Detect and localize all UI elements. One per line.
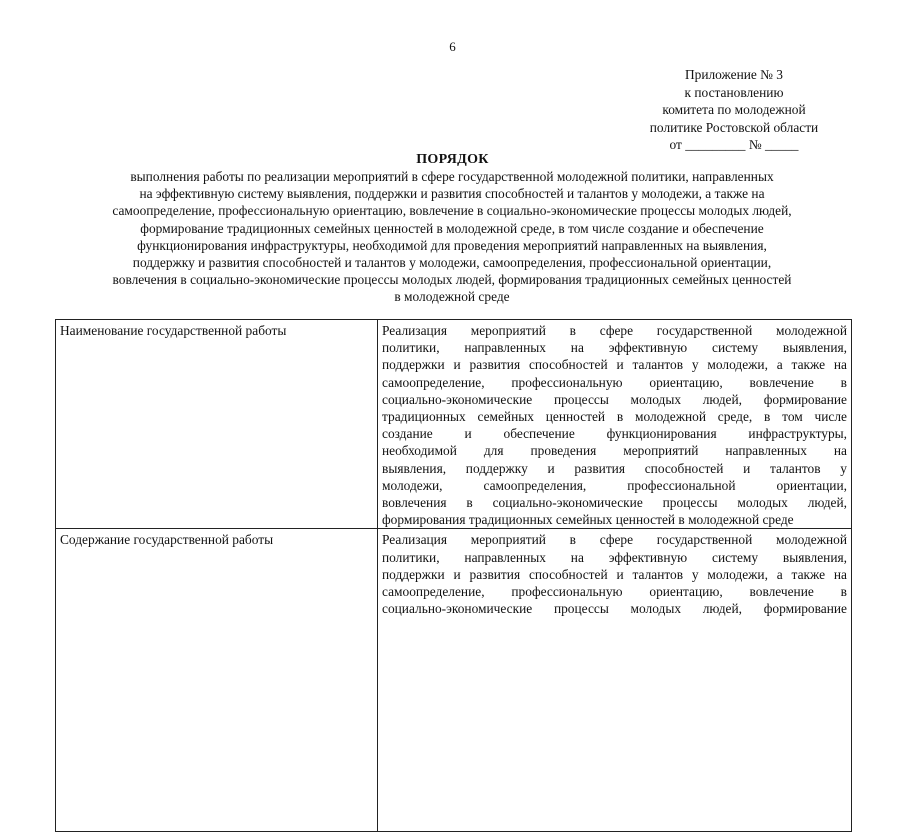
approval-line: Приложение № 3 — [684, 67, 784, 82]
value-line: социально-экономические процессы молодых людей, формирование — [382, 601, 847, 617]
value-line: формирования традиционных семейных ценностей в молодежной среде — [382, 512, 794, 528]
subtitle-line: выполнения работы по реализации мероприятий в сфере государственной молодежной политики, направленных — [130, 169, 774, 184]
subtitle-line: самоопределение, профессиональную ориентацию, вовлечение в социально-экономические процессы молодых людей, — [112, 203, 792, 219]
subtitle-line: формирование традиционных семейных ценностей в молодежной среде, в том числе создание и обеспечение — [140, 220, 764, 236]
work-name-value — [378, 320, 852, 529]
value-line: создание и обеспечение функционирования инфраструктуры, — [382, 426, 847, 442]
value-line: самоопределение, профессиональную ориентацию, вовлечение в — [382, 584, 847, 600]
document-title: ПОРЯДОК — [416, 152, 489, 167]
value-line: самоопределение, профессиональную ориентацию, вовлечение в — [382, 374, 847, 390]
approval-line: политике Ростовской области — [649, 119, 819, 135]
work-content-label: Содержание государственной работы — [56, 529, 378, 832]
work-name-label: Наименование государственной работы — [56, 320, 378, 529]
value-line: Реализация мероприятий в сфере государственной молодежной — [382, 532, 847, 548]
work-table — [55, 319, 852, 832]
approval-block — [596, 66, 872, 154]
subtitle-line: в молодежной среде — [394, 289, 510, 305]
work-content-value — [378, 529, 852, 832]
table-row — [56, 529, 852, 832]
table-row — [56, 320, 852, 529]
value-line: вовлечения в социально-экономические процессы молодых людей, — [382, 495, 847, 511]
value-line: Реализация мероприятий в сфере государственной молодежной — [382, 323, 847, 338]
value-line: традиционных семейных ценностей в молодежной среде, в том числе — [382, 409, 847, 425]
page-number: 6 — [449, 39, 456, 54]
value-line: политики, направленных на эффективную систему выявления, — [382, 340, 847, 356]
value-line: выявления, поддержку и развития способностей и талантов у — [382, 460, 847, 476]
approval-line: к постановлению — [684, 84, 784, 100]
approval-line: комитета по молодежной — [662, 102, 806, 117]
value-line: социально-экономические процессы молодых людей, формирование — [382, 391, 847, 407]
subtitle-line: функционирования инфраструктуры, необходимой для проведения мероприятий направленных на выявления, — [137, 237, 767, 253]
subtitle-line: на эффективную систему выявления, поддержки и развития способностей и талантов у молодежи, а также на — [139, 186, 765, 202]
value-line: политики, направленных на эффективную систему выявления, — [382, 549, 847, 565]
approval-line: от _________ № _____ — [669, 137, 799, 152]
value-line: поддержки и развития способностей и талантов у молодежи, а также на — [382, 357, 847, 373]
subtitle-line: вовлечения в социально-экономические процессы молодых людей, формирования традиционных семейных ценностей — [112, 272, 792, 288]
value-line: необходимой для проведения мероприятий направленных на — [382, 443, 847, 459]
value-line: поддержки и развития способностей и талантов у молодежи, а также на — [382, 566, 847, 582]
value-line: молодежи, самоопределения, профессиональной ориентации, — [382, 477, 847, 493]
document-subtitle — [40, 168, 864, 306]
subtitle-line: поддержку и развития способностей и талантов у молодежи, самоопределения, профессиональной ориентации, — [132, 255, 772, 271]
